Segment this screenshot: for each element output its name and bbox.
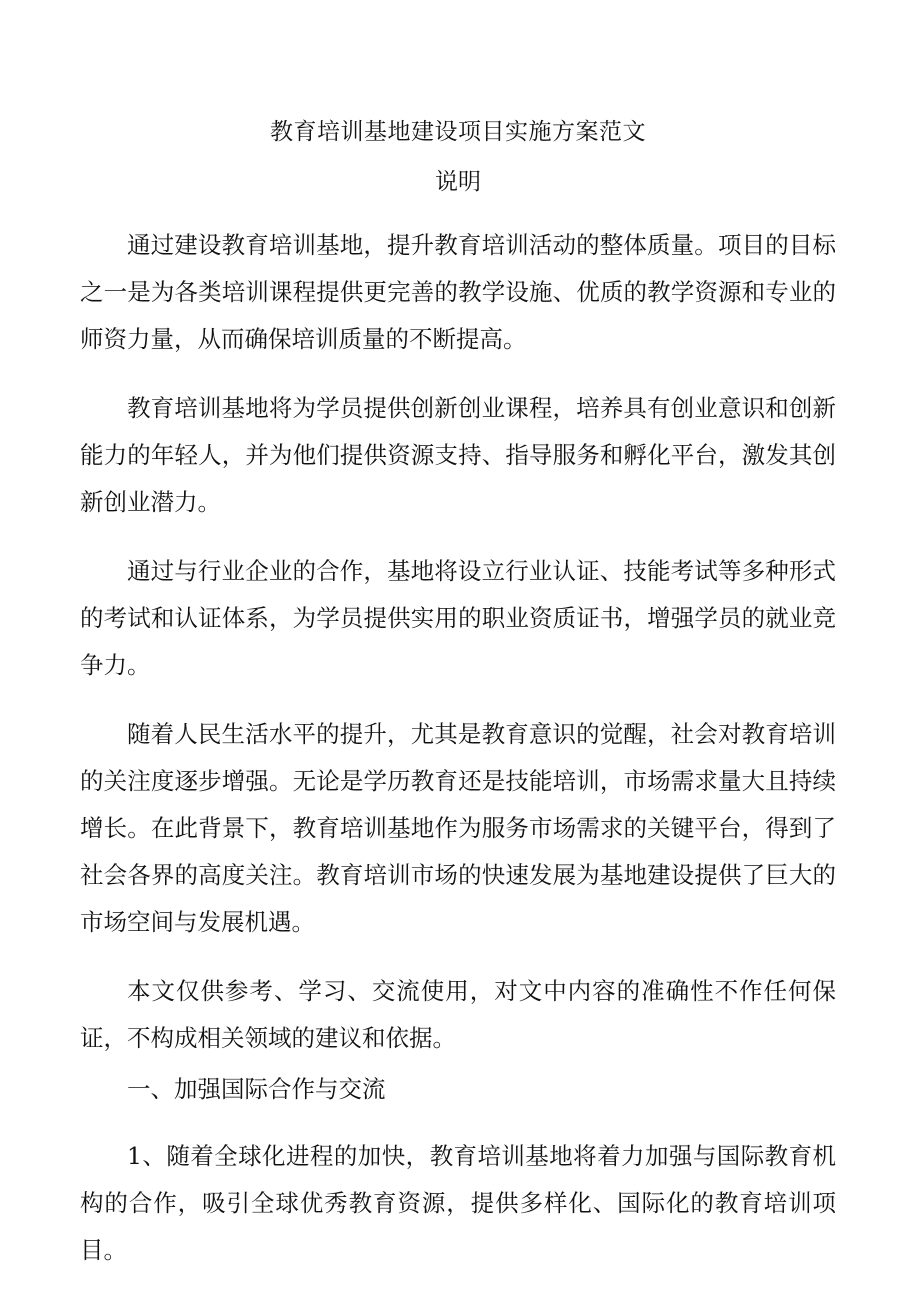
intro-paragraph-3: 通过与行业企业的合作，基地将设立行业认证、技能考试等多种形式的考试和认证体系，为学员提供实用的职业资质证书，增强学员的就业竞争力。 xyxy=(80,557,836,679)
intro-paragraph-2: 教育培训基地将为学员提供创新创业课程，培养具有创业意识和创新能力的年轻人，并为他们提供资源支持、指导服务和孵化平台，激发其创新创业潜力。 xyxy=(80,394,836,516)
section-item-1: 1、随着全球化进程的加快，教育培训基地将着力加强与国际教育机构的合作，吸引全球优秀教育资源，提供多样化、国际化的教育培训项目。 xyxy=(80,1142,836,1264)
document-subtitle: 说明 xyxy=(435,169,481,195)
intro-paragraph-1: 通过建设教育培训基地，提升教育培训活动的整体质量。项目的目标之一是为各类培训课程提供更完善的教学设施、优质的教学资源和专业的师资力量，从而确保培训质量的不断提高。 xyxy=(80,231,836,353)
intro-paragraph-4: 随着人民生活水平的提升，尤其是教育意识的觉醒，社会对教育培训的关注度逐步增强。无论是学历教育还是技能培训，市场需求量大且持续增长。在此背景下，教育培训基地作为服务市场需求的关键平台，得到了社会各界的高度关注。教育培训市场的快速发展为基地建设提供了巨大的市场空间与发展机遇。 xyxy=(80,720,836,936)
document-title: 教育培训基地建设项目实施方案范文 xyxy=(270,119,646,145)
disclaimer-paragraph: 本文仅供参考、学习、交流使用，对文中内容的准确性不作任何保证，不构成相关领域的建议和依据。 xyxy=(80,977,836,1052)
section-heading: 一、加强国际合作与交流 xyxy=(127,1075,386,1103)
